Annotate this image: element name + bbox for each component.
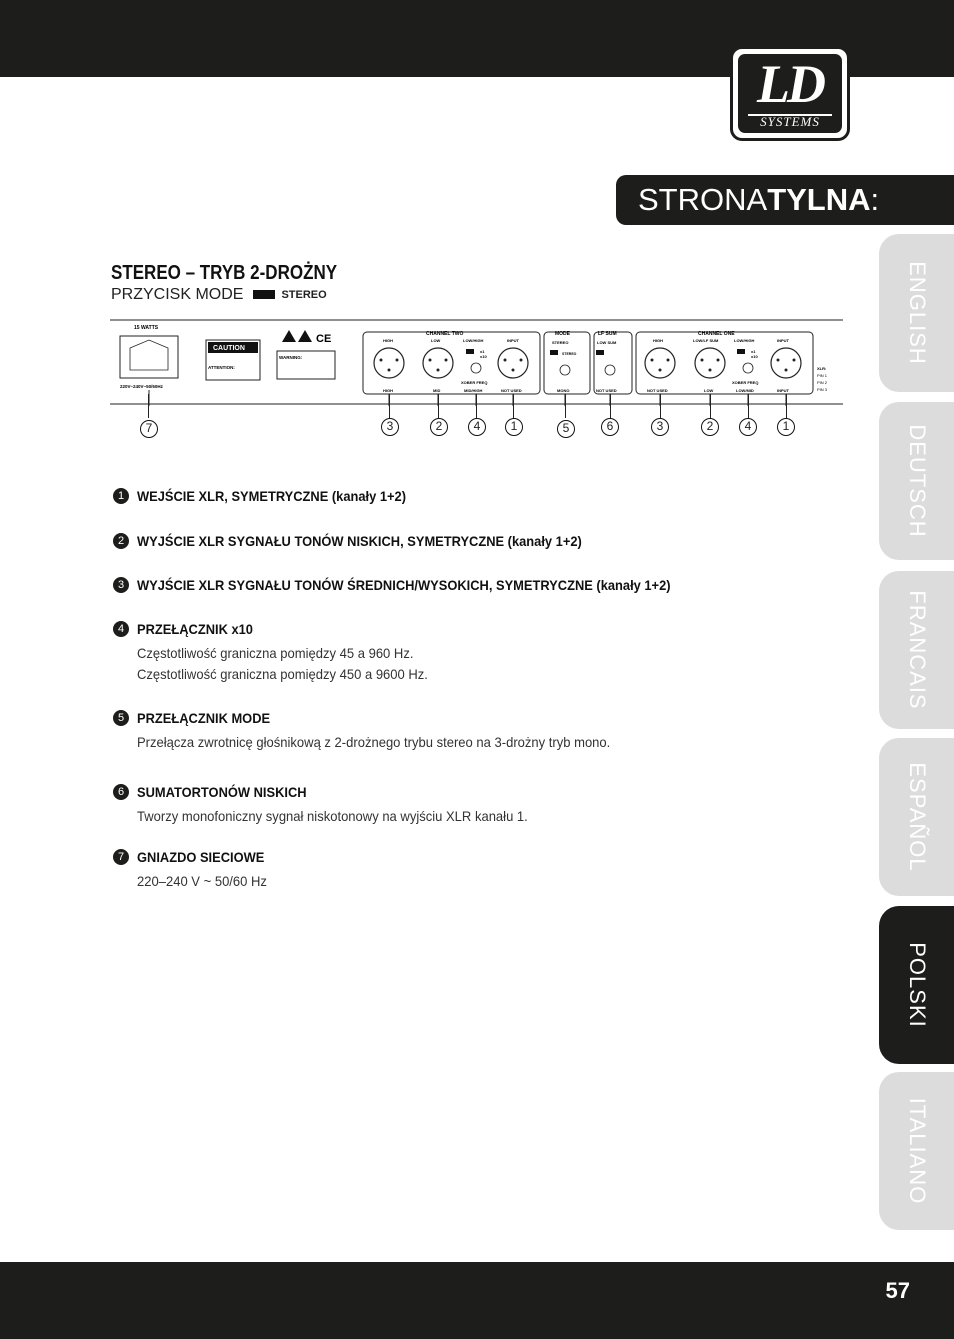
ch1-input-out-label: INPUT <box>777 388 789 393</box>
item-heading: WEJŚCIE XLR, SYMETRYCZNE (kanały 1+2) <box>137 488 406 504</box>
ch1-x1-label: x1 <box>751 349 756 354</box>
callout-6: 6 <box>601 418 619 436</box>
channel-one-label: CHANNEL ONE <box>698 331 735 337</box>
tab-espanol[interactable] <box>879 738 954 896</box>
mode-label: PRZYCISK MODE <box>111 286 244 303</box>
caution-label: CAUTION <box>213 345 245 352</box>
tab-label: ITALIANO <box>904 1097 930 1205</box>
tab-label: FRANCAIS <box>904 590 930 710</box>
mode-stereo-label: STEREO <box>552 340 569 345</box>
logo-subtitle: SYSTEMS <box>760 114 820 129</box>
mode-indicator <box>111 286 327 304</box>
tab-label: ESPAÑOL <box>904 762 930 872</box>
item-number: 4 <box>113 621 129 637</box>
item-number: 5 <box>113 710 129 726</box>
attention-label: ATTENTION: <box>208 365 235 370</box>
ch1-lowlf-label: LOW/LF SUM <box>693 338 719 343</box>
ch2-mid-label: MID <box>433 388 441 393</box>
item-heading: PRZEŁĄCZNIK x10 <box>137 621 253 637</box>
xlr-label: XLR: <box>817 366 827 371</box>
mode-button-icon <box>253 290 275 299</box>
item-description <box>137 871 267 892</box>
item-line: Częstotliwość graniczna pomiędzy 45 a 960 Hz. <box>137 645 414 661</box>
callout-2b: 2 <box>701 418 719 436</box>
bottom-bar <box>0 1262 954 1339</box>
item-number: 2 <box>113 533 129 549</box>
logo-mark: LD <box>757 54 823 114</box>
item-number: 7 <box>113 849 129 865</box>
mode-value: STEREO <box>281 288 327 301</box>
ld-systems-logo <box>730 46 850 141</box>
ch2-lowhigh-label: LOW/HIGH <box>463 338 484 343</box>
callout-2: 2 <box>430 418 448 436</box>
channel-two-label: CHANNEL TWO <box>426 331 464 337</box>
ch2-input-label: INPUT <box>507 338 519 343</box>
ch2-high-label: HIGH <box>383 338 393 343</box>
callout-1: 1 <box>505 418 523 436</box>
ch2-notused-label: NOT USED <box>501 388 522 393</box>
callout-5: 5 <box>557 420 575 438</box>
item-heading: SUMATORTONÓW NISKICH <box>137 784 307 800</box>
callout-1b: 1 <box>777 418 795 436</box>
item-number: 1 <box>113 488 129 504</box>
ch2-midhigh-label: MID/HIGH <box>464 388 483 393</box>
item-heading: GNIAZDO SIECIOWE <box>137 849 265 865</box>
item-heading: WYJŚCIE XLR SYGNAŁU TONÓW ŚREDNICH/WYSOKICH, SYMETRYCZNE (kanały 1+2) <box>137 577 671 593</box>
callout-3: 3 <box>381 418 399 436</box>
item-number: 3 <box>113 577 129 593</box>
lfsum-lowsum-label: LOW SUM <box>597 340 617 345</box>
ch1-high-label: HIGH <box>653 338 663 343</box>
ch1-xover-label: XOBER FREQ <box>732 380 759 385</box>
item-description <box>137 643 428 685</box>
tab-english[interactable] <box>879 234 954 392</box>
tab-label: POLSKI <box>904 942 930 1028</box>
ch1-input-label: INPUT <box>777 338 789 343</box>
pin2-label: PIN 2 <box>817 380 828 385</box>
callout-4: 4 <box>468 418 486 436</box>
warning-label: WARNING: <box>279 355 303 360</box>
item-heading: WYJŚCIE XLR SYGNAŁU TONÓW NISKICH, SYMETRYCZNE (kanały 1+2) <box>137 533 582 549</box>
ch2-high-out-label: HIGH <box>383 388 393 393</box>
title-light: STRONA <box>638 182 768 217</box>
ch2-xover-label: XOBER FREQ <box>461 380 488 385</box>
item-line: Tworzy monofoniczny sygnał niskotonowy na wyjściu XLR kanału 1. <box>137 808 528 824</box>
tab-italiano[interactable] <box>879 1072 954 1230</box>
warning-triangle-icon <box>282 330 296 342</box>
lfsum-box-label: LF SUM <box>598 331 617 337</box>
mode-stereo-small-label: STEREO <box>562 352 577 356</box>
tab-label: DEUTSCH <box>904 424 930 538</box>
ch2-x1-label: x1 <box>480 349 485 354</box>
tab-polski[interactable] <box>879 906 954 1064</box>
ch1-low-label: LOW <box>704 388 714 393</box>
item-number: 6 <box>113 784 129 800</box>
title-bold: TYLNA <box>767 182 871 217</box>
callout-4b: 4 <box>739 418 757 436</box>
pin1-label: PIN 1 <box>817 373 828 378</box>
ch1-lowmid-label: LOW/MID <box>736 388 754 393</box>
ch2-x10-label: x10 <box>480 354 487 359</box>
lfsum-notused-label: NOT USED <box>596 388 617 393</box>
ce-mark: CE <box>316 333 332 345</box>
power-label: 15 WATTS <box>134 325 159 331</box>
page-title <box>616 175 954 225</box>
tab-deutsch[interactable] <box>879 402 954 560</box>
item-description <box>137 732 610 753</box>
tab-label: ENGLISH <box>904 261 930 365</box>
item-line: Przełącza zwrotnicę głośnikową z 2-drożnego trybu stereo na 3-drożny tryb mono. <box>137 734 611 750</box>
item-line: Częstotliwość graniczna pomiędzy 450 a 9600 Hz. <box>137 666 428 682</box>
item-description <box>137 806 528 827</box>
ch1-notused-label: NOT USED <box>647 388 668 393</box>
item-heading: PRZEŁĄCZNIK MODE <box>137 710 271 726</box>
page-number: 57 <box>885 1278 910 1303</box>
callout-3b: 3 <box>651 418 669 436</box>
item-line: 220–240 V ~ 50/60 Hz <box>137 873 267 889</box>
ch1-x10-label: x10 <box>751 354 758 359</box>
pin3-label: PIN 3 <box>817 387 828 392</box>
voltage-label: 220V–240V~50/60Hz <box>120 384 163 389</box>
title-suffix: : <box>870 182 880 217</box>
ch1-lowhigh-label: LOW/HIGH <box>734 338 755 343</box>
ch2-low-label: LOW <box>431 338 441 343</box>
section-title: STEREO – TRYB 2-DROŻNY <box>111 262 338 284</box>
callout-7: 7 <box>140 420 158 438</box>
mode-mono-label: MONO <box>557 388 570 393</box>
mode-box-label: MODE <box>555 331 570 337</box>
tab-francais[interactable] <box>879 571 954 729</box>
rear-panel-diagram <box>110 318 843 406</box>
